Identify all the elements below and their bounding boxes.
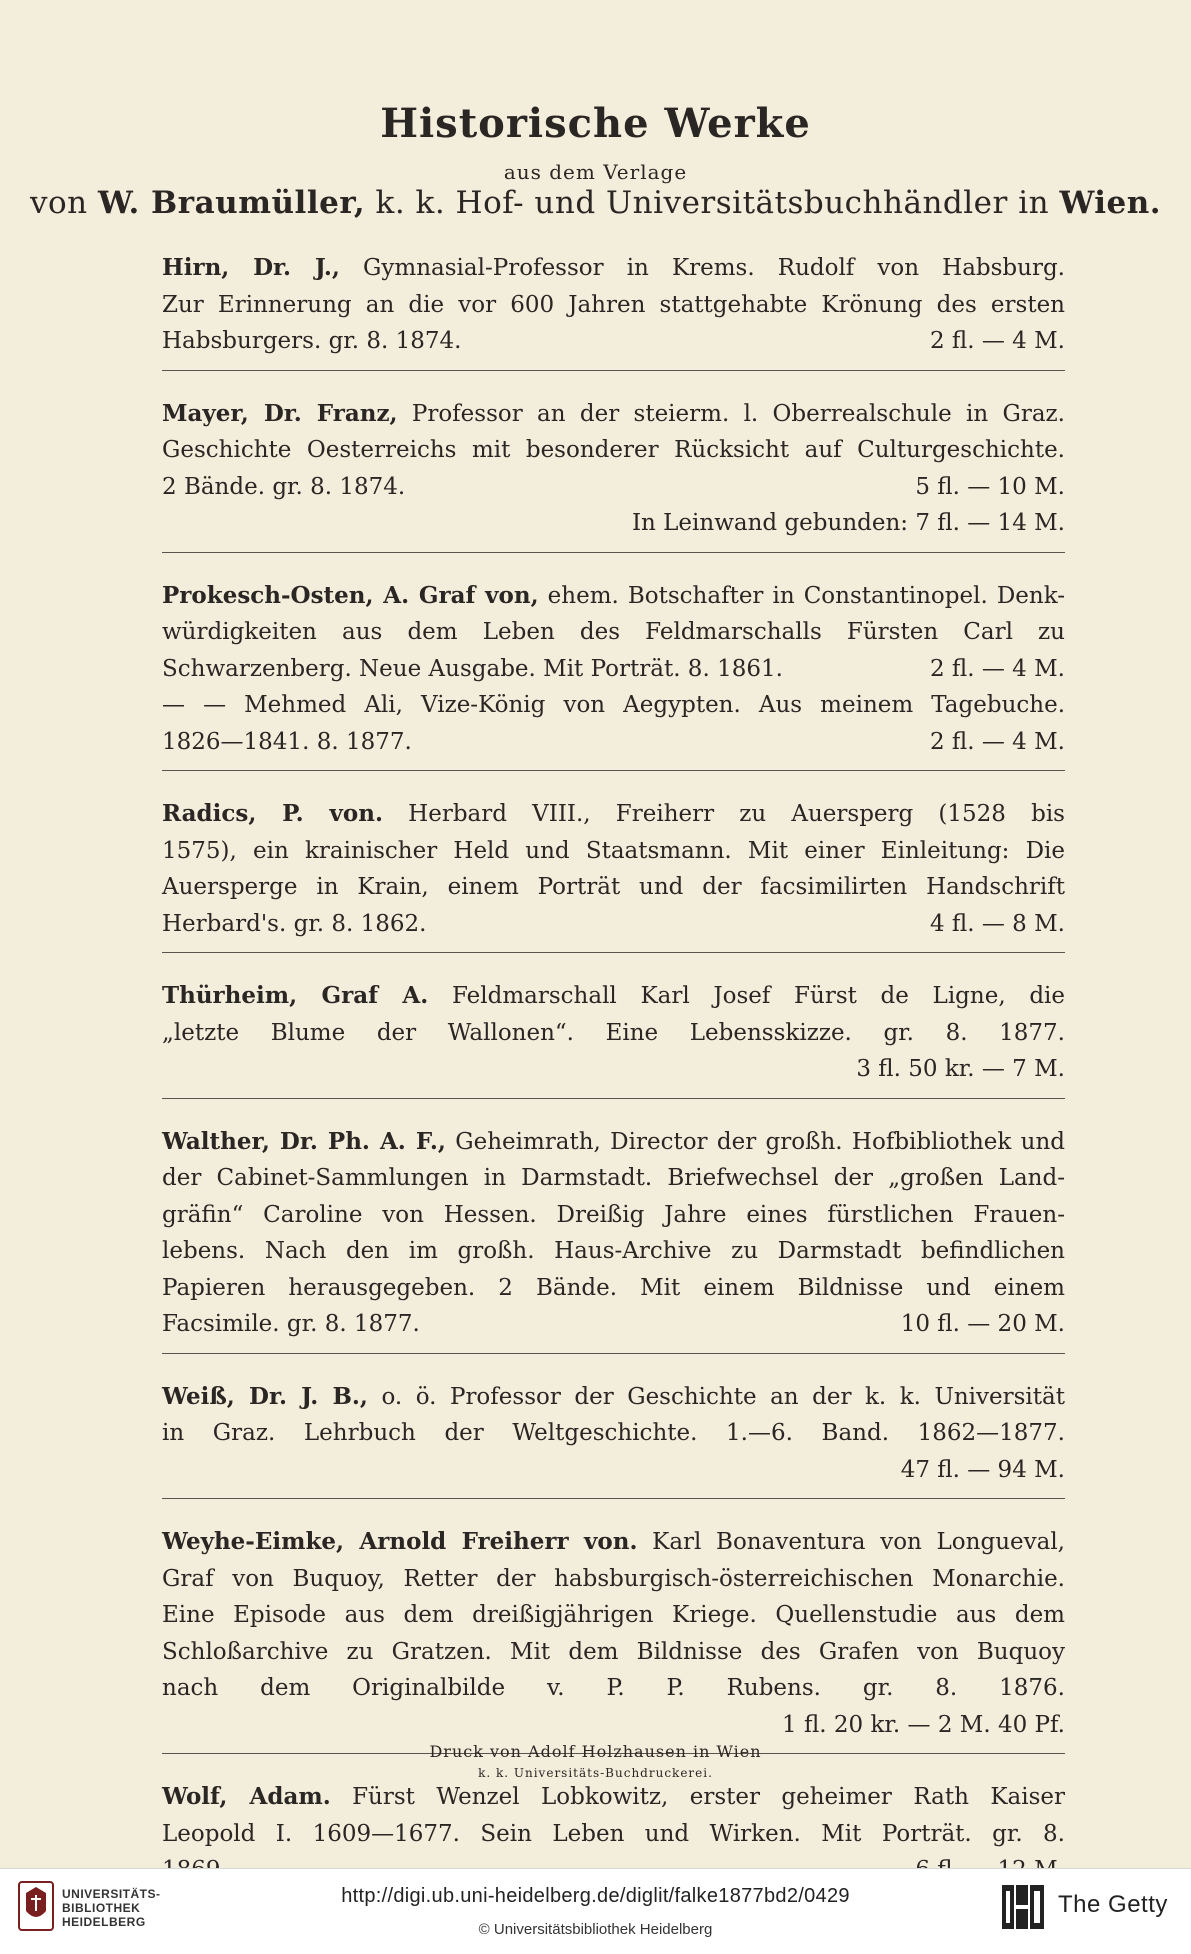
entry-author: Prokesch-Osten, A. Graf von,: [162, 581, 539, 609]
entry-divider: [162, 952, 1065, 953]
entry-line: [162, 724, 1065, 761]
entry-price: 2 fl. — 4 M.: [929, 655, 1065, 682]
entry-text: Gymnasial-Professor in Krems. Rudolf von Habsburg.: [339, 255, 1065, 281]
catalog-entry: [162, 578, 1065, 761]
entry-line: [162, 250, 1065, 287]
entry-price: 3 fl. 50 kr. — 7 M.: [856, 1056, 1065, 1082]
entry-text: Herbard's. gr. 8. 1862.: [162, 910, 427, 937]
entry-line: [162, 906, 1065, 943]
entry-divider: [162, 1353, 1065, 1354]
entry-text: Auersperge in Krain, einem Porträt und der facsimilirten Handschrift: [162, 874, 1065, 900]
permalink-url[interactable]: http://digi.ub.uni-heidelberg.de/diglit/falke1877bd2/0429: [341, 1885, 850, 1907]
publisher-prefix: von: [29, 185, 88, 221]
entry-line: [162, 1160, 1065, 1197]
entry-text: Zur Erinnerung an die vor 600 Jahren stattgehabte Krönung des ersten: [162, 291, 1065, 318]
colophon-printer: Druck von Adolf Holzhausen in Wien: [429, 1742, 762, 1761]
publisher-city: Wien.: [1059, 185, 1162, 221]
catalog-entry: [162, 1524, 1065, 1743]
entry-text: Fürst Wenzel Lobkowitz, erster geheimer Rath Kaiser: [330, 1784, 1065, 1810]
entry-author: Weiß, Dr. J. B.,: [162, 1382, 368, 1410]
entry-text: Karl Bonaventura von Longueval,: [637, 1529, 1065, 1555]
entry-text: lebens. Nach den im großh. Haus-Archive zu Darmstadt befindlichen: [162, 1238, 1065, 1264]
entry-line: [162, 1015, 1065, 1052]
entry-divider: [162, 1098, 1065, 1099]
entry-author: Radics, P. von.: [162, 800, 383, 827]
publisher-suffix: k. k. Hof- und Universitätsbuchhändler in: [375, 185, 1050, 221]
entry-line: [162, 687, 1065, 724]
entry-divider: [162, 770, 1065, 771]
entry-price: 1 fl. 20 kr. — 2 M. 40 Pf.: [782, 1711, 1065, 1738]
entry-line: [162, 469, 1065, 506]
entry-text: Professor an der steierm. l. Oberrealschule in Graz.: [397, 400, 1065, 427]
entry-author: Mayer, Dr. Franz,: [162, 399, 398, 427]
entry-price: In Leinwand gebunden: 7 fl. — 14 M.: [631, 510, 1065, 536]
entry-line: [162, 796, 1065, 833]
entry-price: 10 fl. — 20 M.: [900, 1311, 1065, 1337]
entry-line: [162, 1779, 1065, 1816]
entry-line: [162, 1597, 1065, 1634]
catalog-entry: [162, 978, 1065, 1088]
page-subtitle: aus dem Verlage: [503, 160, 688, 184]
entry-author: Thürheim, Graf A.: [162, 982, 429, 1009]
entry-line: [162, 1670, 1065, 1707]
entry-line: [162, 1707, 1065, 1744]
entry-text: Facsimile. gr. 8. 1877.: [162, 1311, 420, 1337]
entry-text: — — Mehmed Ali, Vize-König von Aegypten. Aus meinem Tagebuche.: [162, 692, 1065, 718]
publisher-line: [0, 185, 1191, 221]
entry-text: o. ö. Professor der Geschichte an der k. k. Universität: [367, 1383, 1065, 1410]
entry-text: Leopold I. 1609—1677. Sein Leben und Wirken. Mit Porträt. gr. 8.: [162, 1820, 1065, 1847]
entry-text: Habsburgers. gr. 8. 1874.: [162, 328, 462, 354]
entry-line: [162, 1379, 1065, 1416]
entry-line: [162, 505, 1065, 542]
entry-divider: [162, 552, 1065, 553]
catalog-entry: [162, 1379, 1065, 1489]
entry-line: [162, 614, 1065, 651]
entry-text: „letzte Blume der Wallonen“. Eine Lebensskizze. gr. 8. 1877.: [162, 1019, 1065, 1046]
entry-author: Wolf, Adam.: [162, 1783, 331, 1810]
entry-text: nach dem Originalbilde v. P. P. Rubens. gr. 8. 1876.: [162, 1675, 1065, 1701]
getty-logo-icon: [1000, 1881, 1046, 1933]
entry-line: [162, 1524, 1065, 1561]
entry-line: [162, 1816, 1065, 1853]
getty-label: The Getty: [1058, 1891, 1168, 1918]
catalog-entry: [162, 250, 1065, 360]
entry-line: [162, 1415, 1065, 1452]
entry-text: Geheimrath, Director der großh. Hofbibliothek und: [445, 1128, 1065, 1155]
institution-name: UNIVERSITÄTS- BIBLIOTHEK HEIDELBERG: [62, 1887, 161, 1929]
viewer-footer: [0, 1868, 1191, 1954]
entry-line: [162, 1270, 1065, 1307]
entry-line: [162, 651, 1065, 688]
entry-text: gräfin“ Caroline von Hessen. Dreißig Jahre eines fürstlichen Frauen-: [162, 1201, 1065, 1228]
entry-author: Weyhe-Eimke, Arnold Freiherr von.: [162, 1528, 638, 1555]
entry-line: [162, 1197, 1065, 1234]
publisher-name: W. Braumüller,: [97, 185, 366, 221]
catalog-entry: [162, 796, 1065, 942]
entry-line: [162, 1306, 1065, 1343]
entry-text: der Cabinet-Sammlungen in Darmstadt. Briefwechsel der „großen Land-: [162, 1165, 1065, 1191]
entry-line: [162, 323, 1065, 360]
entry-line: [162, 1561, 1065, 1598]
page-title: Historische Werke: [380, 100, 811, 147]
entry-line: [162, 578, 1065, 615]
entry-divider: [162, 370, 1065, 371]
entry-text: Graf von Buquoy, Retter der habsburgisch-österreichischen Monarchie.: [162, 1565, 1065, 1592]
entry-text: würdigkeiten aus dem Leben des Feldmarschalls Fürsten Carl zu: [162, 619, 1065, 645]
entry-line: [162, 869, 1065, 906]
entry-line: [162, 432, 1065, 469]
entry-text: ehem. Botschafter in Constantinopel. Denk-: [538, 582, 1066, 609]
entry-line: [162, 1124, 1065, 1161]
entry-text: Schwarzenberg. Neue Ausgabe. Mit Porträt. 8. 1861.: [162, 655, 783, 682]
entry-text: in Graz. Lehrbuch der Weltgeschichte. 1.—6. Band. 1862—1877.: [162, 1420, 1065, 1446]
entry-line: [162, 396, 1065, 433]
colophon-press: k. k. Universitäts-Buchdruckerei.: [478, 1766, 713, 1780]
entry-line: [162, 978, 1065, 1015]
entry-text: Eine Episode aus dem dreißigjährigen Kriege. Quellenstudie aus dem: [162, 1602, 1065, 1628]
entry-text: Schloßarchive zu Gratzen. Mit dem Bildnisse des Grafen von Buquoy: [162, 1638, 1065, 1665]
entry-author: Walther, Dr. Ph. A. F.,: [162, 1127, 446, 1155]
entry-text: 1826—1841. 8. 1877.: [162, 728, 412, 755]
entry-price: 2 fl. — 4 M.: [929, 728, 1065, 755]
entry-price: 47 fl. — 94 M.: [900, 1456, 1065, 1483]
entry-price: 4 fl. — 8 M.: [929, 910, 1065, 937]
entry-line: [162, 1634, 1065, 1671]
entry-divider: [162, 1498, 1065, 1499]
entry-line: [162, 1051, 1065, 1088]
catalog-entry: [162, 396, 1065, 542]
entry-line: [162, 1233, 1065, 1270]
entry-text: Herbard VIII., Freiherr zu Auersperg (1528 bis: [382, 801, 1065, 827]
entry-price: 2 fl. — 4 M.: [929, 328, 1065, 354]
entry-author: Hirn, Dr. J.,: [162, 254, 340, 281]
entry-text: Geschichte Oesterreichs mit besonderer Rücksicht auf Culturgeschichte.: [162, 437, 1065, 463]
entry-line: [162, 287, 1065, 324]
copyright-notice: © Universitätsbibliothek Heidelberg: [478, 1921, 713, 1938]
entry-line: [162, 833, 1065, 870]
entry-line: [162, 1452, 1065, 1489]
entry-text: Papieren herausgegeben. 2 Bände. Mit einem Bildnisse und einem: [162, 1274, 1065, 1301]
entry-price: 5 fl. — 10 M.: [915, 473, 1065, 500]
entry-text: Feldmarschall Karl Josef Fürst de Ligne, die: [428, 983, 1066, 1009]
entry-text: 1575), ein krainischer Held und Staatsmann. Mit einer Einleitung: Die: [162, 837, 1065, 864]
entry-text: 2 Bände. gr. 8. 1874.: [162, 473, 406, 500]
catalog-entry: [162, 1124, 1065, 1343]
